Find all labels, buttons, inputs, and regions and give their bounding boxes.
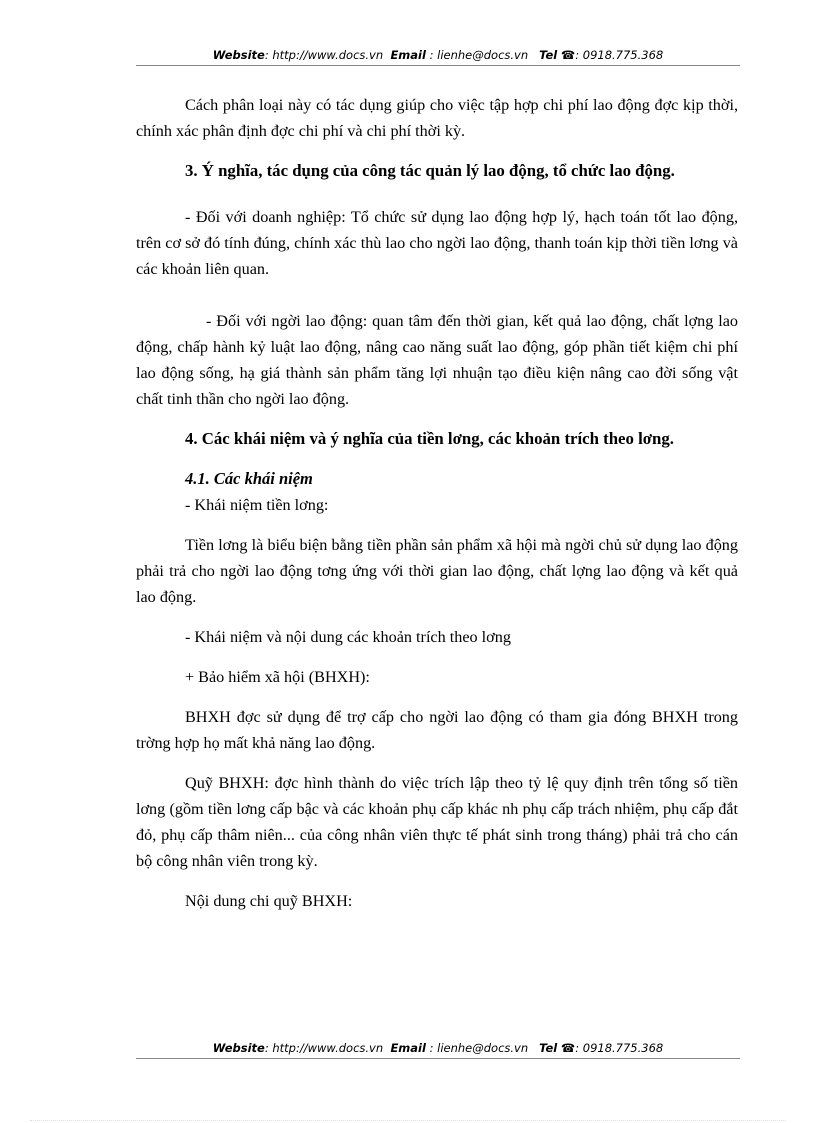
paragraph-for-workers: - Đối với ngời lao động: quan tâm đến thời gian, kết quả lao động, chất lợng lao động, chấp hành kỷ luật lao động, nâng cao năng suất lao động, góp phần tiết kiệm chi phí lao động sống, hạ giá thành sản phẩm tăng lợi nhuận tạo điều kiện nâng cao đời sống vật chất tinh thần cho ngời lao động.: [136, 312, 738, 408]
page-edge-divider: [30, 1120, 786, 1121]
document-body: [136, 92, 738, 914]
footer-tel-value: : 0918.775.368: [575, 1041, 664, 1055]
paragraph-bhxh-spending: Nội dung chi quỹ BHXH:: [185, 892, 353, 910]
email-label: Email: [390, 48, 426, 62]
paragraph-bhxh-fund: Quỹ BHXH: đợc hình thành do việc trích lập theo tỷ lệ quy định trên tổng số tiền lơng (gồm tiền lơng cấp bậc và các khoản phụ cấp khác nh phụ cấp trách nhiệm, phụ cấp đắt đỏ, phụ cấp thâm niên... của công nhân viên thực tế phát sinh trong tháng) phải trả cho cán bộ công nhân viên trong kỳ.: [136, 774, 738, 870]
paragraph-deductions-concept: - Khái niệm và nội dung các khoản trích theo lơng: [185, 628, 511, 646]
footer-website-label: Website: [212, 1041, 265, 1055]
heading-section-3: 3. Ý nghĩa, tác dụng của công tác quản lý lao động, tổ chức lao động.: [185, 161, 675, 180]
footer-email-label: Email: [390, 1041, 426, 1055]
paragraph-for-enterprise: - Đối với doanh nghiệp: Tổ chức sử dụng lao động hợp lý, hạch toán tốt lao động, trên cơ sở đó tính đúng, chính xác thù lao cho ngời lao động, thanh toán kịp thời tiền lơng và các khoản liên quan.: [136, 208, 738, 278]
paragraph-salary-definition: Tiền lơng là biểu biện bằng tiền phần sản phẩm xã hội mà ngời chủ sử dụng lao động phải trả cho ngời lao động tơng ứng với thời gian lao động, chất lợng lao động và kết quả lao động.: [136, 536, 738, 606]
telephone-icon: ☎: [560, 1041, 576, 1055]
website-label: Website: [212, 48, 265, 62]
footer-website-value[interactable]: : http://www.docs.vn: [264, 1041, 384, 1055]
tel-label: Tel: [539, 48, 558, 62]
tel-value: : 0918.775.368: [575, 48, 664, 62]
page-header: [136, 48, 740, 66]
paragraph-cost-classification: Cách phân loại này có tác dụng giúp cho việc tập hợp chi phí lao động đợc kịp thời, chính xác phân định đợc chi phí và chi phí thời kỳ.: [136, 96, 738, 140]
page-footer: [136, 1041, 740, 1059]
heading-section-4: 4. Các khái niệm và ý nghĩa của tiền lơng, các khoản trích theo lơng.: [185, 429, 674, 448]
website-value[interactable]: : http://www.docs.vn: [264, 48, 384, 62]
paragraph-social-insurance: + Bảo hiểm xã hội (BHXH):: [185, 668, 370, 686]
telephone-icon: ☎: [560, 48, 576, 62]
footer-email-value[interactable]: : lienhe@docs.vn: [429, 1041, 529, 1055]
email-value[interactable]: : lienhe@docs.vn: [429, 48, 529, 62]
footer-tel-label: Tel: [539, 1041, 558, 1055]
heading-section-4-1: 4.1. Các khái niệm: [185, 469, 313, 488]
paragraph-salary-concept-label: - Khái niệm tiền lơng:: [185, 496, 329, 514]
paragraph-bhxh-usage: BHXH đợc sử dụng để trợ cấp cho ngời lao động có tham gia đóng BHXH trong trờng hợp họ mất khả năng lao động.: [136, 708, 738, 752]
